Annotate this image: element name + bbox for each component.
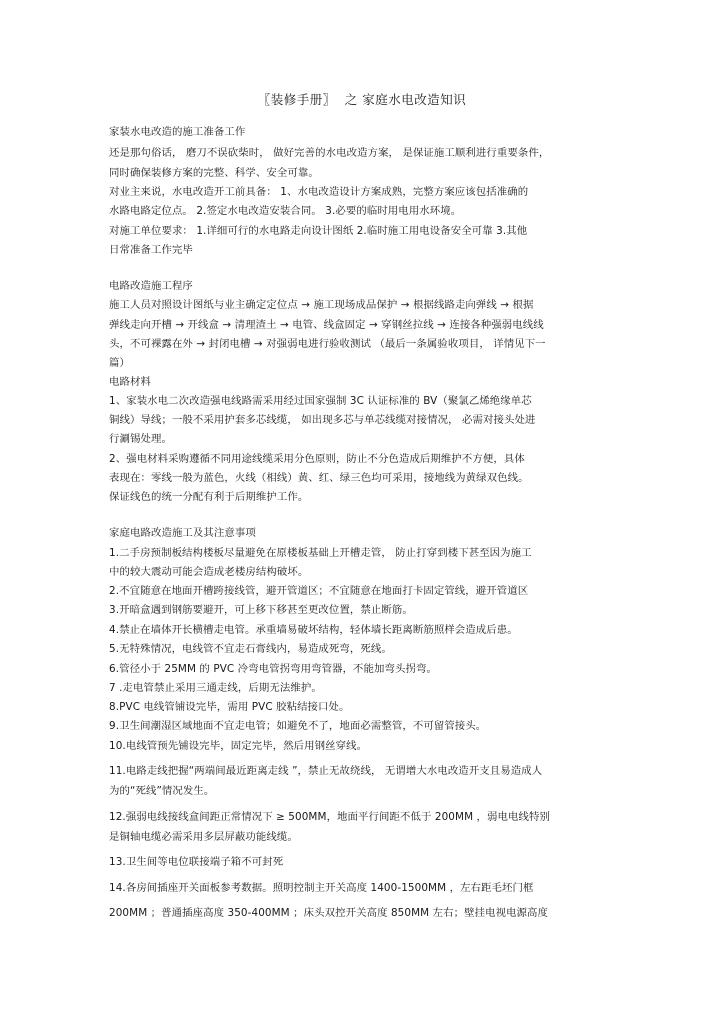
paragraph-line: 篇） <box>109 357 130 369</box>
paragraph-line: 1、家装水电二次改造强电线路需采用经过国家强制 3C 认证标准的 BV（聚氯乙烯绝缘单芯 <box>109 395 532 407</box>
document-title: 〖装修手册〗 之 家庭水电改造知识 <box>257 92 467 107</box>
paragraph-line: 铜线）导线；一般不采用护套多芯线缆， 如出现多芯与单芯线缆对接情况， 必需对接头处进 <box>109 414 536 426</box>
section-heading: 电路材料 <box>109 376 151 388</box>
list-item: 是铜轴电缆必需采用多层屏蔽功能线缆。 <box>109 831 298 843</box>
list-item: 3.开暗盒遇到钢筋要避开，可上移下移甚至更改位置，禁止断筋。 <box>109 604 413 616</box>
list-item: 11.电路走线把握“两端间最近距离走线 ”，禁止无故绕线， 无谓增大水电改造开支且易造成人 <box>109 765 543 777</box>
list-item: 13.卫生间等电位联接端子箱不可封死 <box>109 856 284 868</box>
paragraph-line: 头，不可裸露在外 → 封闭电槽 → 对强弱电进行验收测试 （最后一条属验收项目， 详情见下一 <box>109 338 546 350</box>
list-item: 14.各房间插座开关面板参考数据。照明控制主开关高度 1400-1500MM ，左右距毛坯门框 <box>109 882 534 894</box>
paragraph-line: 施工人员对照设计图纸与业主确定定位点 → 施工现场成品保护 → 根据线路走向弹线 → 根据 <box>109 299 534 311</box>
list-item: 10.电线管预先铺设完毕，固定完毕，然后用钢丝穿线。 <box>109 740 368 752</box>
paragraph-line: 2、强电材料采购遵循不同用途线缆采用分色原则，防止不分色造成后期维护不方便，具体 <box>109 453 525 465</box>
list-item: 12.强弱电线接线盒间距正常情况下 ≥ 500MM，地面平行间距不低于 200MM ，弱电电线特别 <box>109 811 550 823</box>
list-item: 4.禁止在墙体开长横槽走电管。承重墙易破坏结构，轻体墙长距离断筋照样会造成后患。 <box>109 624 518 636</box>
list-item: 1.二手房预制板结构楼板尽量避免在原楼板基础上开槽走管， 防止打穿到楼下甚至因为施工 <box>109 547 532 559</box>
section-heading: 电路改造施工程序 <box>109 280 193 292</box>
list-item: 200MM ；普通插座高度 350-400MM ；床头双控开关高度 850MM 左右；壁挂电视电源高度 <box>109 907 549 919</box>
list-item: 2.不宜随意在地面开槽跨接线管，避开管道区；不宜随意在地面打卡固定管线，避开管道区 <box>109 585 529 597</box>
list-item: 中的较大震动可能会造成老楼房结构破坏。 <box>109 566 309 578</box>
paragraph-line: 保证线色的统一分配有利于后期维护工作。 <box>109 491 309 503</box>
list-item: 9.卫生间潮湿区域地面不宜走电管；如避免不了，地面必需整管，不可留管接头。 <box>109 720 487 732</box>
paragraph-line: 对业主来说，水电改造开工前具备： 1、水电改造设计方案成熟，完整方案应该包括准确的 <box>109 186 529 198</box>
list-item: 5.无特殊情况，电线管不宜走石膏线内，易造成死弯，死线。 <box>109 643 392 655</box>
list-item: 6.管径小于 25MM 的 PVC 冷弯电管拐弯用弯管器，不能加弯头拐弯。 <box>109 663 437 675</box>
paragraph-line: 水路电路定位点。 2.签定水电改造安装合同。 3.必要的临时用电用水环境。 <box>109 205 462 217</box>
paragraph-line: 弹线走向开槽 → 开线盒 → 清理渣土 → 电管、线盒固定 → 穿钢丝拉线 → 连接各种强弱电线线 <box>109 319 544 331</box>
paragraph-line: 同时确保装修方案的完整、科学、安全可靠。 <box>109 167 319 179</box>
paragraph-line: 还是那句俗话， 磨刀不误砍柴时， 做好完善的水电改造方案， 是保证施工顺利进行重要条件， <box>109 147 550 159</box>
paragraph-line: 表现在：零线一般为蓝色，火线（相线）黄、红、绿三色均可采用，接地线为黄绿双色线。 <box>109 472 529 484</box>
paragraph-line: 对施工单位要求： 1.详细可行的水电路走向设计图纸 2.临时施工用电设备安全可靠 3.其他 <box>109 225 528 237</box>
list-item: 7 .走电管禁止采用三通走线，后期无法维护。 <box>109 682 322 694</box>
section-heading: 家装水电改造的施工准备工作 <box>109 126 246 138</box>
paragraph-line: 行涮锡处理。 <box>109 433 172 445</box>
list-item: 8.PVC 电线管铺设完毕，需用 PVC 胶粘结接口处。 <box>109 701 350 713</box>
list-item: 为的“死线”情况发生。 <box>109 785 215 797</box>
section-heading: 家庭电路改造施工及其注意事项 <box>109 527 256 539</box>
paragraph-line: 日常准备工作完毕 <box>109 244 193 256</box>
